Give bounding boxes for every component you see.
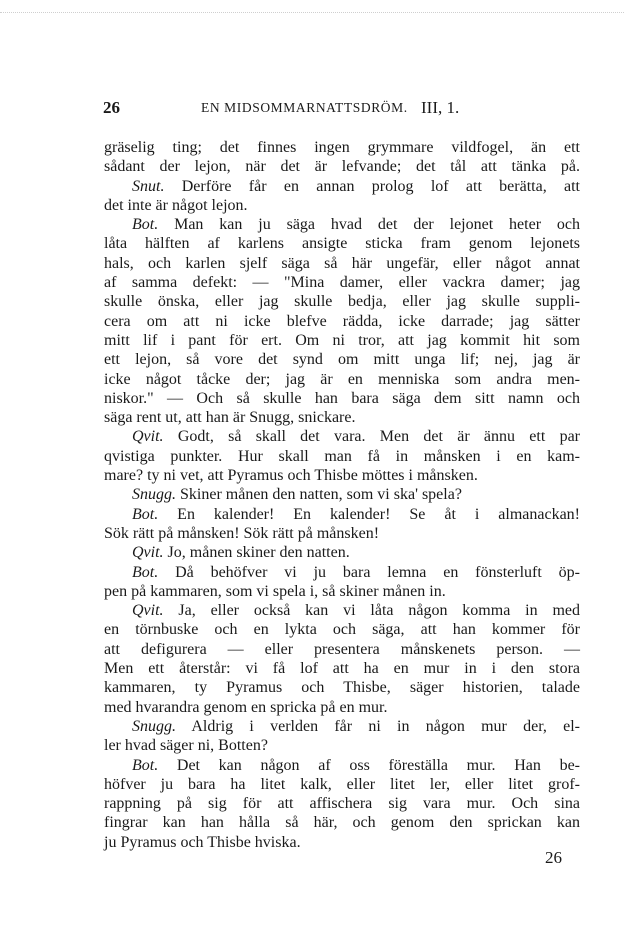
text-line <box>104 389 580 408</box>
line-text: Godt, så skall det vara. Men det är ännu ett par <box>163 428 580 446</box>
line-text: det inte är något lejon. <box>104 196 248 214</box>
speaker-name: Qvit. <box>132 544 164 562</box>
text-line <box>104 138 580 157</box>
text-line <box>104 234 580 253</box>
speaker-name: Snut. <box>132 177 165 195</box>
text-line <box>104 331 580 350</box>
line-text: En kalender! En kalender! Se åt i almanackan! <box>158 505 580 523</box>
text-line <box>104 756 580 775</box>
line-text: skulle önska, eller jag skulle bedja, eller jag skulle suppli- <box>104 293 580 311</box>
text-line <box>104 427 580 446</box>
text-line <box>104 563 580 582</box>
line-text: ett lejon, så vore det synd om mitt unga lif; nej, jag är <box>104 351 580 369</box>
line-text: hals, och karlen sjelf säga så här ungefär, eller något annat <box>104 254 580 272</box>
text-line <box>104 717 580 736</box>
text-line <box>104 196 580 215</box>
line-text: ju Pyramus och Thisbe hviska. <box>104 833 301 851</box>
speaker-name: Bot. <box>132 563 159 581</box>
text-line <box>104 177 580 196</box>
running-title: EN MIDSOMMARNATTSDRÖM. <box>201 100 408 115</box>
line-text: sådant der lejon, när det är lefvande; det tål att tänka på. <box>104 158 580 176</box>
text-line <box>104 640 580 659</box>
line-text: ler hvad säger ni, Botten? <box>104 737 268 755</box>
scan-edge-artifact <box>0 12 624 14</box>
text-line <box>104 582 580 601</box>
body-text <box>104 138 580 852</box>
line-text: Men ett återstår: vi få lof att ha en mur in i den stora <box>104 660 580 678</box>
text-line <box>104 447 580 466</box>
text-line <box>104 794 580 813</box>
line-text: cera om att ni icke blefve rädda, icke darrade; jag sätter <box>104 312 580 330</box>
speaker-name: Snugg. <box>132 717 176 735</box>
speaker-name: Bot. <box>132 216 159 234</box>
text-line <box>104 505 580 524</box>
text-line <box>104 524 580 543</box>
line-text: mare? ty ni vet, att Pyramus och Thisbe möttes i månsken. <box>104 467 478 485</box>
line-text: Ja, eller också kan vi låta någon komma in med <box>163 602 580 620</box>
line-text: Derföre får en annan prolog lof att berätta, att <box>164 177 580 195</box>
text-line <box>104 292 580 311</box>
text-line <box>104 775 580 794</box>
footer-page-number: 26 <box>545 848 562 867</box>
speaker-name: Snugg. <box>132 486 176 504</box>
text-line <box>104 543 580 562</box>
line-text: en törnbuske och en lykta och säga, att han kommer för <box>104 621 580 639</box>
text-line <box>104 408 580 427</box>
text-line <box>104 312 580 331</box>
act-scene-marker: III, 1. <box>421 98 460 117</box>
line-text: Sök rätt på månsken! Sök rätt på månsken! <box>104 524 380 542</box>
line-text: Aldrig i verlden får ni in någon mur der, el- <box>176 717 580 735</box>
text-line <box>104 601 580 620</box>
speaker-name: Bot. <box>132 756 159 774</box>
text-line <box>104 215 580 234</box>
line-text: icke något tåcke der; jag är en menniska som andra men- <box>104 370 580 388</box>
text-line <box>104 466 580 485</box>
line-text: Skiner månen den natten, som vi ska' spela? <box>176 486 462 504</box>
speaker-name: Qvit. <box>132 428 164 446</box>
text-line <box>104 698 580 717</box>
line-text: rappning på sig för att affischera sig vara mur. Och sina <box>104 795 580 813</box>
header-page-number: 26 <box>103 98 120 117</box>
line-text: af samma defekt: — "Mina damer, eller vackra damer; jag <box>104 274 580 292</box>
line-text: Jo, månen skiner den natten. <box>163 544 350 562</box>
text-line <box>104 659 580 678</box>
line-text: höfver ju bara ha litet kalk, eller litet ler, eller litet grof- <box>104 775 580 793</box>
text-line <box>104 620 580 639</box>
line-text: att defigurera — eller presentera månskenets person. — <box>104 640 580 658</box>
line-text: pen på kammaren, som vi spela i, så skiner månen in. <box>104 582 446 600</box>
text-line <box>104 157 580 176</box>
text-line <box>104 813 580 832</box>
line-text: säga rent ut, att han är Snugg, snickare. <box>104 409 356 427</box>
line-text: Man kan ju säga hvad det der lejonet heter och <box>158 216 580 234</box>
line-text: låta hälften af karlens ansigte sticka fram genom lejonets <box>104 235 580 253</box>
text-line <box>104 833 580 852</box>
line-text: qvistiga punkter. Hur skall man få in månsken i en kam- <box>104 447 580 465</box>
speaker-name: Qvit. <box>132 602 164 620</box>
line-text: med hvarandra genom en spricka på en mur. <box>104 698 388 716</box>
line-text: fingrar kan han hålla så här, och genom den sprickan kan <box>104 814 580 832</box>
line-text: niskor." — Och så skulle han bara säga dem sitt namn och <box>104 389 580 407</box>
text-line <box>104 350 580 369</box>
text-line <box>104 485 580 504</box>
line-text: kammaren, ty Pyramus och Thisbe, säger historien, talade <box>104 679 580 697</box>
text-line <box>104 273 580 292</box>
text-line <box>104 736 580 755</box>
text-line <box>104 370 580 389</box>
line-text: gräselig ting; det finnes ingen grymmare vildfogel, än ett <box>104 139 580 156</box>
text-line <box>104 678 580 697</box>
line-text: Det kan någon af oss föreställa mur. Han be- <box>158 756 580 774</box>
line-text: Då behöfver vi ju bara lemna en fönsterluft öp- <box>158 563 580 581</box>
line-text: mitt lif i pant för ert. Om ni tror, att jag kommit hit som <box>104 331 580 349</box>
text-line <box>104 254 580 273</box>
speaker-name: Bot. <box>132 505 159 523</box>
page-header <box>103 98 483 122</box>
